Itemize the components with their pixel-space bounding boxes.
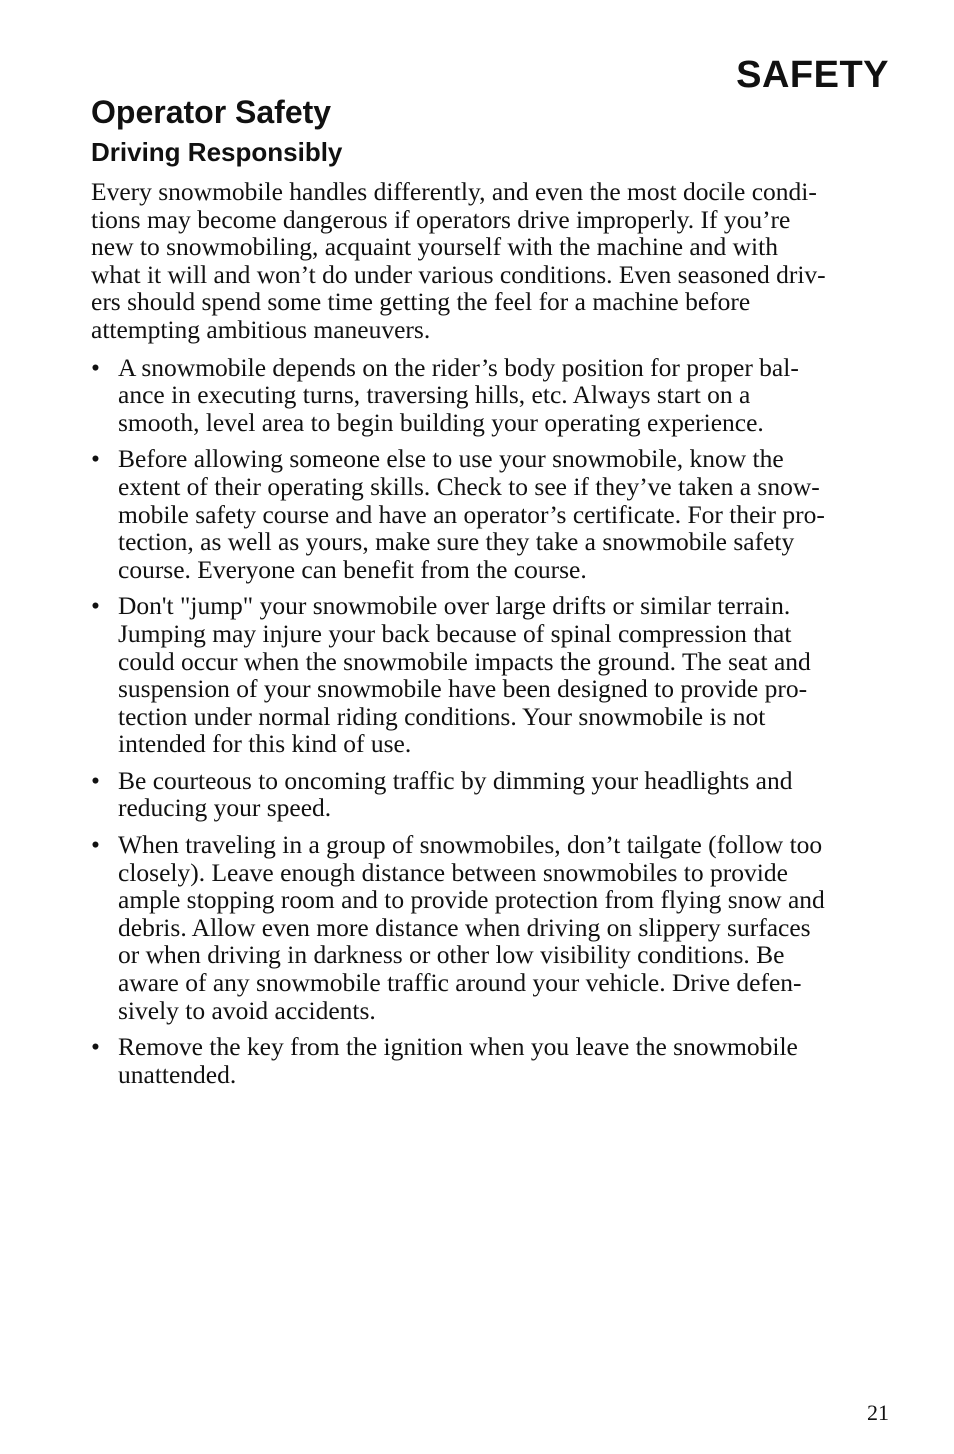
bullet-line: When traveling in a group of snowmobiles, don’t tailgate (follow too	[118, 830, 823, 860]
chapter-title: SAFETY	[736, 54, 889, 96]
section-title: Operator Safety	[91, 94, 332, 130]
page-number: 21	[867, 1400, 889, 1425]
intro-line: what it will and won’t do under various conditions. Even seasoned driv-	[91, 259, 826, 289]
bullet-line: Don't "jump" your snowmobile over large drifts or similar terrain.	[118, 591, 791, 621]
list-item	[91, 767, 891, 822]
subsection-title: Driving Responsibly	[91, 137, 343, 167]
bullet-line: sively to avoid accidents.	[118, 995, 376, 1025]
bullet-line: Remove the key from the ignition when you leave the snowmobile	[118, 1032, 798, 1062]
bullet-line: tection under normal riding conditions. Your snowmobile is not	[118, 701, 766, 731]
bullet-line: unattended.	[118, 1059, 237, 1089]
intro-line: Every snowmobile handles differently, and even the most docile condi-	[91, 177, 817, 206]
list-item	[91, 354, 891, 437]
list-item	[91, 831, 891, 1024]
bullet-icon: •	[91, 444, 100, 474]
body-text	[91, 178, 891, 1097]
bullet-line: could occur when the snowmobile impacts the ground. The seat and	[118, 646, 811, 676]
intro-paragraph	[91, 178, 891, 344]
bullet-icon: •	[91, 830, 100, 860]
bullet-line: A snowmobile depends on the rider’s body position for proper bal-	[118, 352, 799, 382]
bullet-line: extent of their operating skills. Check to see if they’ve taken a snow-	[118, 471, 820, 501]
bullet-icon: •	[91, 352, 100, 382]
bullet-line: ample stopping room and to provide protection from flying snow and	[118, 885, 825, 915]
intro-line: ers should spend some time getting the feel for a machine before	[91, 287, 751, 317]
manual-page	[91, 0, 891, 1454]
bullet-line: mobile safety course and have an operator’s certificate. For their pro-	[118, 499, 825, 529]
list-item	[91, 592, 891, 758]
intro-line: tions may become dangerous if operators drive improperly. If you’re	[91, 204, 791, 234]
bullet-line: aware of any snowmobile traffic around your vehicle. Drive defen-	[118, 968, 802, 998]
intro-line: new to snowmobiling, acquaint yourself with the machine and with	[91, 232, 778, 262]
bullet-line: or when driving in darkness or other low visibility conditions. Be	[118, 940, 785, 970]
bullet-line: Before allowing someone else to use your snowmobile, know the	[118, 444, 784, 474]
bullet-icon: •	[91, 1032, 100, 1062]
bullet-line: course. Everyone can benefit from the course.	[118, 554, 587, 584]
bullet-line: tection, as well as yours, make sure they take a snowmobile safety	[118, 527, 795, 557]
bullet-line: closely). Leave enough distance between snowmobiles to provide	[118, 857, 788, 887]
bullet-line: reducing your speed.	[118, 793, 332, 823]
intro-line: attempting ambitious maneuvers.	[91, 314, 431, 344]
bullet-line: debris. Allow even more distance when driving on slippery surfaces	[118, 912, 811, 942]
bullet-list	[91, 354, 891, 1089]
bullet-icon: •	[91, 765, 100, 795]
bullet-icon: •	[91, 591, 100, 621]
list-item	[91, 1033, 891, 1088]
bullet-line: Be courteous to oncoming traffic by dimming your headlights and	[118, 765, 793, 795]
bullet-line: Jumping may injure your back because of spinal compression that	[118, 618, 792, 648]
bullet-line: ance in executing turns, traversing hills, etc. Always start on a	[118, 380, 751, 410]
bullet-line: smooth, level area to begin building your operating experience.	[118, 407, 764, 437]
list-item	[91, 445, 891, 583]
bullet-line: intended for this kind of use.	[118, 729, 412, 759]
bullet-line: suspension of your snowmobile have been designed to provide pro-	[118, 674, 808, 704]
